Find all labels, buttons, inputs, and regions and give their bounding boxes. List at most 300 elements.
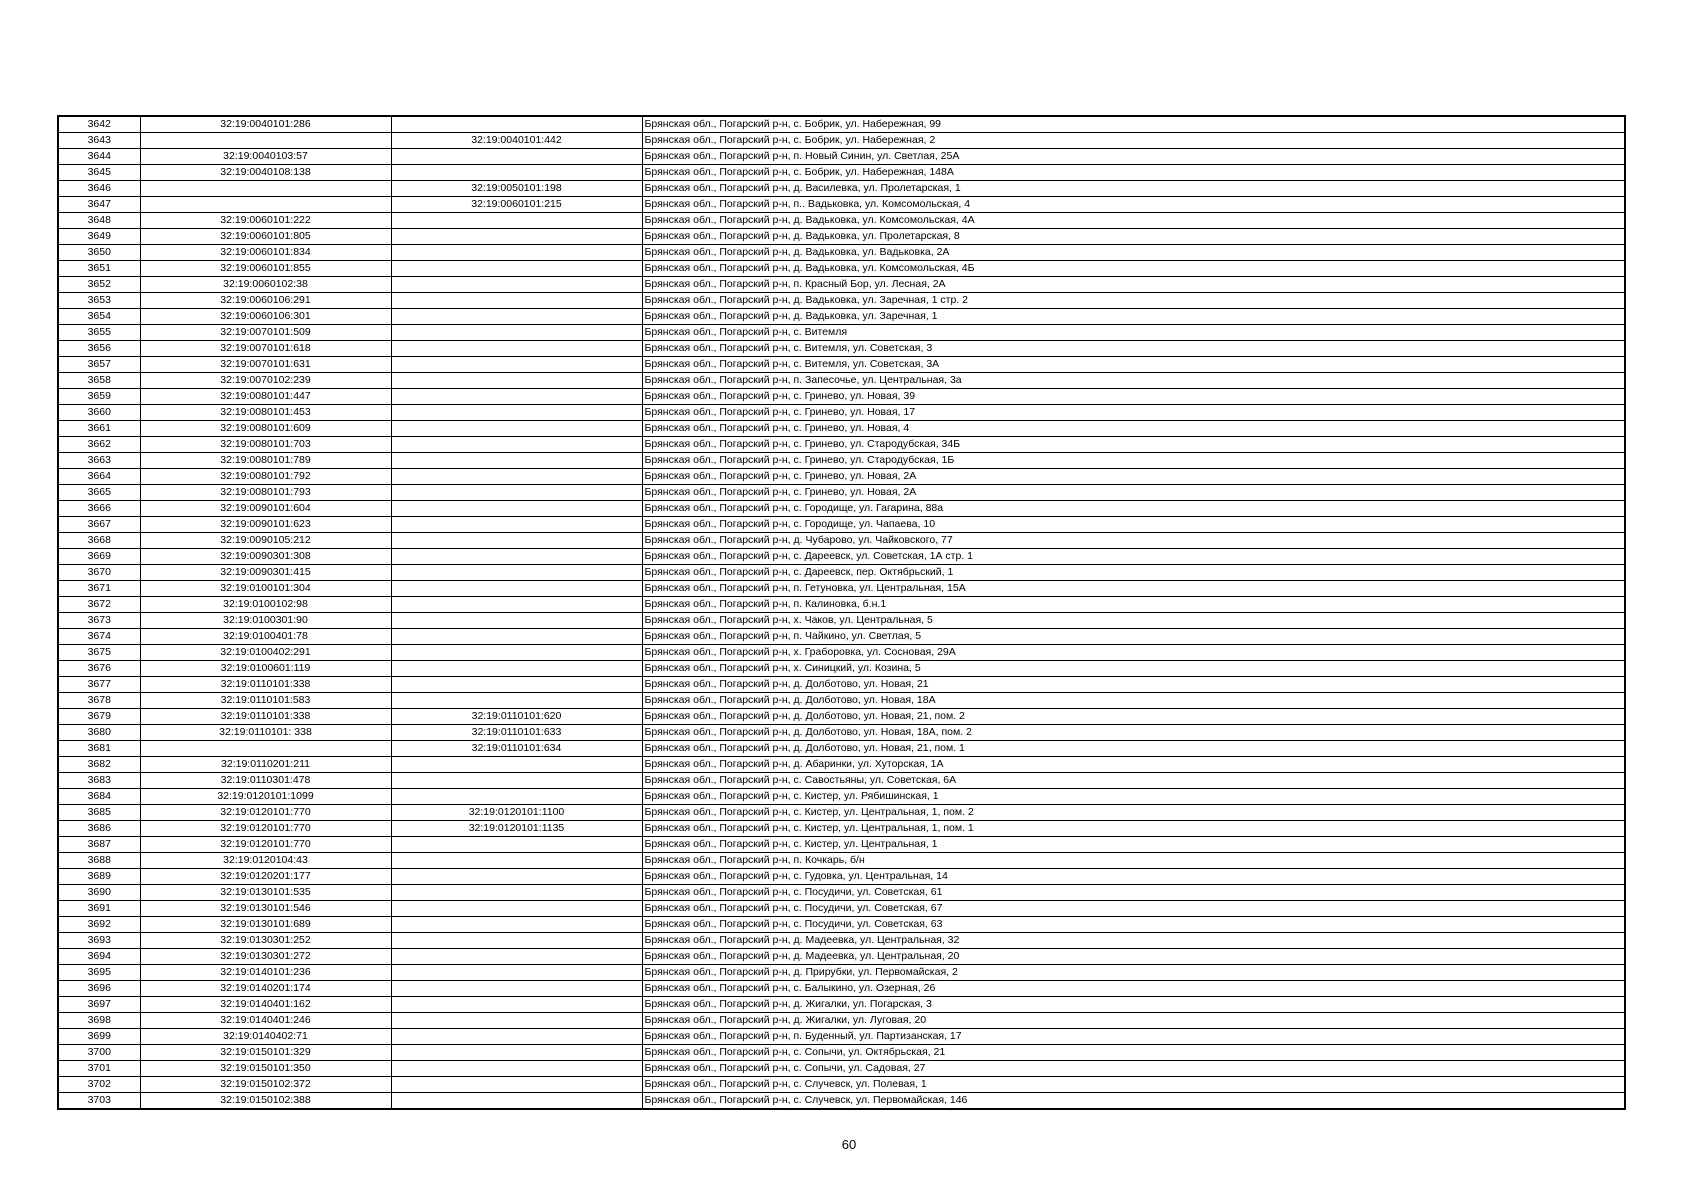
- table-row: [58, 597, 1625, 613]
- cadastral-number-2-cell: 32:19:0110101:634: [391, 741, 642, 757]
- table-row: [58, 197, 1625, 213]
- table-row: [58, 565, 1625, 581]
- table-row: [58, 661, 1625, 677]
- cadastral-number-cell: 32:19:0100101:304: [140, 581, 391, 597]
- cadastral-number-cell: 32:19:0090301:415: [140, 565, 391, 581]
- row-number-cell: 3653: [58, 293, 140, 309]
- cadastral-number-cell: 32:19:0130301:272: [140, 949, 391, 965]
- cadastral-number-cell: 32:19:0120201:177: [140, 869, 391, 885]
- cadastral-number-2-cell: [391, 245, 642, 261]
- cadastral-number-2-cell: [391, 1093, 642, 1110]
- table-row: [58, 517, 1625, 533]
- table-row: [58, 469, 1625, 485]
- cadastral-number-2-cell: [391, 981, 642, 997]
- cadastral-number-2-cell: [391, 773, 642, 789]
- cadastral-number-2-cell: [391, 293, 642, 309]
- cadastral-number-cell: 32:19:0060101:855: [140, 261, 391, 277]
- cadastral-number-2-cell: [391, 453, 642, 469]
- row-number-cell: 3661: [58, 421, 140, 437]
- cadastral-number-2-cell: 32:19:0110101:633: [391, 725, 642, 741]
- cadastral-number-cell: 32:19:0100401:78: [140, 629, 391, 645]
- row-number-cell: 3701: [58, 1061, 140, 1077]
- cadastral-number-2-cell: [391, 149, 642, 165]
- row-number-cell: 3680: [58, 725, 140, 741]
- row-number-cell: 3675: [58, 645, 140, 661]
- cadastral-number-cell: 32:19:0070101:618: [140, 341, 391, 357]
- row-number-cell: 3679: [58, 709, 140, 725]
- cadastral-number-cell: 32:19:0120101:1099: [140, 789, 391, 805]
- row-number-cell: 3666: [58, 501, 140, 517]
- address-cell: Брянская обл., Погарский р-н, п. Калиновка, б.н.1: [642, 597, 1625, 613]
- table-row: [58, 949, 1625, 965]
- address-cell: Брянская обл., Погарский р-н, с. Гринево, ул. Новая, 2А: [642, 485, 1625, 501]
- cadastral-number-cell: 32:19:0140201:174: [140, 981, 391, 997]
- table-row: [58, 213, 1625, 229]
- cadastral-number-2-cell: [391, 485, 642, 501]
- cadastral-number-cell: [140, 181, 391, 197]
- address-cell: Брянская обл., Погарский р-н, с. Гринево, ул. Новая, 2А: [642, 469, 1625, 485]
- table-row: [58, 1013, 1625, 1029]
- row-number-cell: 3683: [58, 773, 140, 789]
- address-cell: Брянская обл., Погарский р-н, п. Буденный, ул. Партизанская, 17: [642, 1029, 1625, 1045]
- cadastral-number-2-cell: [391, 389, 642, 405]
- row-number-cell: 3689: [58, 869, 140, 885]
- row-number-cell: 3686: [58, 821, 140, 837]
- table-row: [58, 149, 1625, 165]
- row-number-cell: 3647: [58, 197, 140, 213]
- address-cell: Брянская обл., Погарский р-н, х. Граборовка, ул. Сосновая, 29А: [642, 645, 1625, 661]
- cadastral-number-2-cell: 32:19:0060101:215: [391, 197, 642, 213]
- address-cell: Брянская обл., Погарский р-н, д. Долботово, ул. Новая, 18А: [642, 693, 1625, 709]
- address-cell: Брянская обл., Погарский р-н, с. Гринево, ул. Новая, 17: [642, 405, 1625, 421]
- row-number-cell: 3654: [58, 309, 140, 325]
- table-row: [58, 613, 1625, 629]
- address-cell: Брянская обл., Погарский р-н, с. Гринево, ул. Новая, 39: [642, 389, 1625, 405]
- cadastral-number-2-cell: [391, 421, 642, 437]
- cadastral-number-cell: 32:19:0140401:162: [140, 997, 391, 1013]
- cadastral-number-cell: 32:19:0130101:535: [140, 885, 391, 901]
- address-cell: Брянская обл., Погарский р-н, п. Красный Бор, ул. Лесная, 2А: [642, 277, 1625, 293]
- address-cell: Брянская обл., Погарский р-н, д. Прирубки, ул. Первомайская, 2: [642, 965, 1625, 981]
- cadastral-number-cell: 32:19:0040101:286: [140, 116, 391, 133]
- address-cell: Брянская обл., Погарский р-н, д. Вадьковка, ул. Вадьковка, 2А: [642, 245, 1625, 261]
- address-cell: Брянская обл., Погарский р-н, с. Витемля, ул. Советская, 3: [642, 341, 1625, 357]
- row-number-cell: 3684: [58, 789, 140, 805]
- row-number-cell: 3649: [58, 229, 140, 245]
- address-cell: Брянская обл., Погарский р-н, с. Городище, ул. Чапаева, 10: [642, 517, 1625, 533]
- row-number-cell: 3698: [58, 1013, 140, 1029]
- row-number-cell: 3693: [58, 933, 140, 949]
- address-cell: Брянская обл., Погарский р-н, с. Посудичи, ул. Советская, 61: [642, 885, 1625, 901]
- row-number-cell: 3697: [58, 997, 140, 1013]
- cadastral-number-cell: 32:19:0110101:583: [140, 693, 391, 709]
- table-row: [58, 437, 1625, 453]
- cadastral-number-cell: 32:19:0150102:372: [140, 1077, 391, 1093]
- table-row: [58, 165, 1625, 181]
- cadastral-number-2-cell: [391, 933, 642, 949]
- row-number-cell: 3662: [58, 437, 140, 453]
- cadastral-number-cell: 32:19:0080101:792: [140, 469, 391, 485]
- cadastral-number-cell: 32:19:0110101: 338: [140, 725, 391, 741]
- cadastral-number-cell: 32:19:0080101:447: [140, 389, 391, 405]
- cadastral-number-cell: 32:19:0040103:57: [140, 149, 391, 165]
- cadastral-number-cell: 32:19:0120101:770: [140, 805, 391, 821]
- cadastral-number-cell: 32:19:0130301:252: [140, 933, 391, 949]
- row-number-cell: 3681: [58, 741, 140, 757]
- cadastral-number-2-cell: [391, 517, 642, 533]
- table-row: [58, 965, 1625, 981]
- cadastral-number-cell: 32:19:0060102:38: [140, 277, 391, 293]
- cadastral-number-cell: 32:19:0130101:689: [140, 917, 391, 933]
- cadastral-number-2-cell: [391, 213, 642, 229]
- cadastral-number-cell: 32:19:0110101:338: [140, 677, 391, 693]
- row-number-cell: 3657: [58, 357, 140, 373]
- cadastral-number-2-cell: [391, 309, 642, 325]
- address-cell: Брянская обл., Погарский р-н, с. Случевск, ул. Полевая, 1: [642, 1077, 1625, 1093]
- row-number-cell: 3685: [58, 805, 140, 821]
- cadastral-number-2-cell: [391, 373, 642, 389]
- cadastral-number-2-cell: [391, 469, 642, 485]
- address-cell: Брянская обл., Погарский р-н, д. Абаринки, ул. Хуторская, 1А: [642, 757, 1625, 773]
- table-row: [58, 421, 1625, 437]
- table-row: [58, 389, 1625, 405]
- cadastral-number-cell: 32:19:0150101:329: [140, 1045, 391, 1061]
- cadastral-number-cell: 32:19:0060101:222: [140, 213, 391, 229]
- address-cell: Брянская обл., Погарский р-н, с. Дареевск, ул. Советская, 1А стр. 1: [642, 549, 1625, 565]
- cadastral-number-cell: 32:19:0090101:604: [140, 501, 391, 517]
- address-cell: Брянская обл., Погарский р-н, д. Вадьковка, ул. Комсомольская, 4А: [642, 213, 1625, 229]
- table-row: [58, 453, 1625, 469]
- cadastral-number-cell: [140, 741, 391, 757]
- row-number-cell: 3674: [58, 629, 140, 645]
- row-number-cell: 3690: [58, 885, 140, 901]
- table-row: [58, 757, 1625, 773]
- table-row: [58, 309, 1625, 325]
- cadastral-number-cell: [140, 133, 391, 149]
- cadastral-number-cell: 32:19:0100301:90: [140, 613, 391, 629]
- row-number-cell: 3669: [58, 549, 140, 565]
- row-number-cell: 3668: [58, 533, 140, 549]
- address-cell: Брянская обл., Погарский р-н, п.. Вадьковка, ул. Комсомольская, 4: [642, 197, 1625, 213]
- cadastral-number-cell: 32:19:0140101:236: [140, 965, 391, 981]
- cadastral-number-cell: 32:19:0060101:834: [140, 245, 391, 261]
- address-cell: Брянская обл., Погарский р-н, д. Вадьковка, ул. Заречная, 1 стр. 2: [642, 293, 1625, 309]
- cadastral-number-cell: 32:19:0080101:453: [140, 405, 391, 421]
- row-number-cell: 3673: [58, 613, 140, 629]
- cadastral-number-cell: 32:19:0070101:631: [140, 357, 391, 373]
- cadastral-number-cell: 32:19:0140402:71: [140, 1029, 391, 1045]
- address-cell: Брянская обл., Погарский р-н, с. Гринево, ул. Новая, 4: [642, 421, 1625, 437]
- address-cell: Брянская обл., Погарский р-н, с. Гринево, ул. Стародубская, 34Б: [642, 437, 1625, 453]
- table-row: [58, 341, 1625, 357]
- cadastral-number-2-cell: [391, 165, 642, 181]
- table-row: [58, 821, 1625, 837]
- cadastral-number-cell: 32:19:0150101:350: [140, 1061, 391, 1077]
- row-number-cell: 3658: [58, 373, 140, 389]
- cadastral-number-2-cell: [391, 597, 642, 613]
- table-row: [58, 933, 1625, 949]
- cadastral-number-cell: 32:19:0090301:308: [140, 549, 391, 565]
- row-number-cell: 3663: [58, 453, 140, 469]
- address-cell: Брянская обл., Погарский р-н, д. Вадьковка, ул. Заречная, 1: [642, 309, 1625, 325]
- address-cell: Брянская обл., Погарский р-н, х. Чаков, ул. Центральная, 5: [642, 613, 1625, 629]
- row-number-cell: 3702: [58, 1077, 140, 1093]
- cadastral-number-2-cell: [391, 885, 642, 901]
- cadastral-number-2-cell: [391, 869, 642, 885]
- address-cell: Брянская обл., Погарский р-н, д. Василевка, ул. Пролетарская, 1: [642, 181, 1625, 197]
- table-row: [58, 181, 1625, 197]
- cadastral-number-cell: 32:19:0120101:770: [140, 821, 391, 837]
- table-row: [58, 373, 1625, 389]
- address-cell: Брянская обл., Погарский р-н, п. Запесочье, ул. Центральная, 3а: [642, 373, 1625, 389]
- address-cell: Брянская обл., Погарский р-н, с. Посудичи, ул. Советская, 67: [642, 901, 1625, 917]
- cadastral-number-2-cell: [391, 917, 642, 933]
- cadastral-number-2-cell: 32:19:0050101:198: [391, 181, 642, 197]
- address-cell: Брянская обл., Погарский р-н, с. Дареевск, пер. Октябрьский, 1: [642, 565, 1625, 581]
- address-cell: Брянская обл., Погарский р-н, д. Жигалки, ул. Луговая, 20: [642, 1013, 1625, 1029]
- address-cell: Брянская обл., Погарский р-н, с. Бобрик, ул. Набережная, 2: [642, 133, 1625, 149]
- cadastral-number-2-cell: [391, 645, 642, 661]
- address-cell: Брянская обл., Погарский р-н, с. Бобрик, ул. Набережная, 99: [642, 116, 1625, 133]
- register-table: [57, 115, 1626, 1110]
- address-cell: Брянская обл., Погарский р-н, с. Городище, ул. Гагарина, 88а: [642, 501, 1625, 517]
- cadastral-number-cell: 32:19:0080101:789: [140, 453, 391, 469]
- address-cell: Брянская обл., Погарский р-н, х. Синицкий, ул. Козина, 5: [642, 661, 1625, 677]
- table-row: [58, 133, 1625, 149]
- address-cell: Брянская обл., Погарский р-н, д. Долботово, ул. Новая, 21: [642, 677, 1625, 693]
- cadastral-number-2-cell: [391, 357, 642, 373]
- row-number-cell: 3678: [58, 693, 140, 709]
- address-cell: Брянская обл., Погарский р-н, д. Долботово, ул. Новая, 18А, пом. 2: [642, 725, 1625, 741]
- cadastral-number-2-cell: [391, 1013, 642, 1029]
- row-number-cell: 3645: [58, 165, 140, 181]
- table-row: [58, 501, 1625, 517]
- address-cell: Брянская обл., Погарский р-н, с. Кистер, ул. Центральная, 1: [642, 837, 1625, 853]
- table-row: [58, 709, 1625, 725]
- row-number-cell: 3676: [58, 661, 140, 677]
- cadastral-number-2-cell: [391, 229, 642, 245]
- row-number-cell: 3646: [58, 181, 140, 197]
- row-number-cell: 3656: [58, 341, 140, 357]
- address-cell: Брянская обл., Погарский р-н, с. Кистер, ул. Центральная, 1, пом. 2: [642, 805, 1625, 821]
- table-row: [58, 997, 1625, 1013]
- table-row: [58, 293, 1625, 309]
- row-number-cell: 3667: [58, 517, 140, 533]
- cadastral-number-2-cell: [391, 837, 642, 853]
- cadastral-number-2-cell: [391, 437, 642, 453]
- cadastral-number-2-cell: [391, 661, 642, 677]
- register-table-body: [58, 116, 1625, 1109]
- cadastral-number-2-cell: [391, 677, 642, 693]
- cadastral-number-cell: 32:19:0090105:212: [140, 533, 391, 549]
- table-row: [58, 837, 1625, 853]
- table-row: [58, 645, 1625, 661]
- table-row: [58, 629, 1625, 645]
- table-row: [58, 789, 1625, 805]
- row-number-cell: 3700: [58, 1045, 140, 1061]
- cadastral-number-cell: 32:19:0110301:478: [140, 773, 391, 789]
- cadastral-number-2-cell: [391, 277, 642, 293]
- cadastral-number-cell: 32:19:0100402:291: [140, 645, 391, 661]
- cadastral-number-cell: 32:19:0110201:211: [140, 757, 391, 773]
- row-number-cell: 3677: [58, 677, 140, 693]
- address-cell: Брянская обл., Погарский р-н, д. Долботово, ул. Новая, 21, пом. 2: [642, 709, 1625, 725]
- address-cell: Брянская обл., Погарский р-н, д. Чубарово, ул. Чайковского, 77: [642, 533, 1625, 549]
- cadastral-number-cell: 32:19:0140401:246: [140, 1013, 391, 1029]
- cadastral-number-2-cell: [391, 965, 642, 981]
- table-row: [58, 725, 1625, 741]
- address-cell: Брянская обл., Погарский р-н, д. Мадеевка, ул. Центральная, 20: [642, 949, 1625, 965]
- address-cell: Брянская обл., Погарский р-н, п. Новый Синин, ул. Светлая, 25А: [642, 149, 1625, 165]
- page-number: 60: [841, 1137, 857, 1152]
- address-cell: Брянская обл., Погарский р-н, с. Витемля: [642, 325, 1625, 341]
- address-cell: Брянская обл., Погарский р-н, с. Бобрик, ул. Набережная, 148А: [642, 165, 1625, 181]
- table-row: [58, 405, 1625, 421]
- table-row: [58, 1093, 1625, 1110]
- row-number-cell: 3696: [58, 981, 140, 997]
- address-cell: Брянская обл., Погарский р-н, с. Савостьяны, ул. Советская, 6А: [642, 773, 1625, 789]
- cadastral-number-cell: 32:19:0120104:43: [140, 853, 391, 869]
- table-row: [58, 693, 1625, 709]
- address-cell: Брянская обл., Погарский р-н, д. Мадеевка, ул. Центральная, 32: [642, 933, 1625, 949]
- cadastral-number-cell: 32:19:0070101:509: [140, 325, 391, 341]
- row-number-cell: 3660: [58, 405, 140, 421]
- row-number-cell: 3670: [58, 565, 140, 581]
- table-row: [58, 533, 1625, 549]
- table-row: [58, 885, 1625, 901]
- address-cell: Брянская обл., Погарский р-н, с. Посудичи, ул. Советская, 63: [642, 917, 1625, 933]
- cadastral-number-cell: 32:19:0130101:546: [140, 901, 391, 917]
- address-cell: Брянская обл., Погарский р-н, д. Жигалки, ул. Погарская, 3: [642, 997, 1625, 1013]
- address-cell: Брянская обл., Погарский р-н, с. Кистер, ул. Рябишинская, 1: [642, 789, 1625, 805]
- table-row: [58, 1077, 1625, 1093]
- row-number-cell: 3664: [58, 469, 140, 485]
- cadastral-number-2-cell: [391, 757, 642, 773]
- row-number-cell: 3703: [58, 1093, 140, 1110]
- cadastral-number-2-cell: [391, 1061, 642, 1077]
- address-cell: Брянская обл., Погарский р-н, с. Гудовка, ул. Центральная, 14: [642, 869, 1625, 885]
- row-number-cell: 3642: [58, 116, 140, 133]
- row-number-cell: 3644: [58, 149, 140, 165]
- cadastral-number-2-cell: [391, 565, 642, 581]
- address-cell: Брянская обл., Погарский р-н, д. Вадьковка, ул. Пролетарская, 8: [642, 229, 1625, 245]
- address-cell: Брянская обл., Погарский р-н, с. Балыкино, ул. Озерная, 26: [642, 981, 1625, 997]
- cadastral-number-2-cell: [391, 1077, 642, 1093]
- row-number-cell: 3691: [58, 901, 140, 917]
- row-number-cell: 3671: [58, 581, 140, 597]
- cadastral-number-cell: 32:19:0040108:138: [140, 165, 391, 181]
- row-number-cell: 3643: [58, 133, 140, 149]
- cadastral-number-2-cell: 32:19:0120101:1135: [391, 821, 642, 837]
- address-cell: Брянская обл., Погарский р-н, с. Сопычи, ул. Октябрьская, 21: [642, 1045, 1625, 1061]
- address-cell: Брянская обл., Погарский р-н, с. Кистер, ул. Центральная, 1, пом. 1: [642, 821, 1625, 837]
- address-cell: Брянская обл., Погарский р-н, д. Вадьковка, ул. Комсомольская, 4Б: [642, 261, 1625, 277]
- address-cell: Брянская обл., Погарский р-н, п. Чайкино, ул. Светлая, 5: [642, 629, 1625, 645]
- cadastral-number-2-cell: [391, 549, 642, 565]
- row-number-cell: 3650: [58, 245, 140, 261]
- cadastral-number-cell: 32:19:0150102:388: [140, 1093, 391, 1110]
- table-row: [58, 1029, 1625, 1045]
- cadastral-number-2-cell: [391, 533, 642, 549]
- table-row: [58, 773, 1625, 789]
- address-cell: Брянская обл., Погарский р-н, с. Сопычи, ул. Садовая, 27: [642, 1061, 1625, 1077]
- cadastral-number-2-cell: [391, 629, 642, 645]
- address-cell: Брянская обл., Погарский р-н, д. Долботово, ул. Новая, 21, пом. 1: [642, 741, 1625, 757]
- address-cell: Брянская обл., Погарский р-н, п. Гетуновка, ул. Центральная, 15А: [642, 581, 1625, 597]
- cadastral-number-2-cell: [391, 853, 642, 869]
- row-number-cell: 3694: [58, 949, 140, 965]
- table-row: [58, 229, 1625, 245]
- table-row: [58, 261, 1625, 277]
- row-number-cell: 3682: [58, 757, 140, 773]
- table-row: [58, 245, 1625, 261]
- address-cell: Брянская обл., Погарский р-н, п. Кочкарь, б/н: [642, 853, 1625, 869]
- table-row: [58, 869, 1625, 885]
- cadastral-number-2-cell: [391, 581, 642, 597]
- row-number-cell: 3648: [58, 213, 140, 229]
- cadastral-number-cell: [140, 197, 391, 213]
- cadastral-number-2-cell: [391, 997, 642, 1013]
- cadastral-number-cell: 32:19:0090101:623: [140, 517, 391, 533]
- cadastral-number-2-cell: 32:19:0110101:620: [391, 709, 642, 725]
- cadastral-number-2-cell: [391, 261, 642, 277]
- cadastral-number-2-cell: 32:19:0040101:442: [391, 133, 642, 149]
- address-cell: Брянская обл., Погарский р-н, с. Витемля, ул. Советская, 3А: [642, 357, 1625, 373]
- cadastral-number-2-cell: 32:19:0120101:1100: [391, 805, 642, 821]
- table-row: [58, 325, 1625, 341]
- cadastral-number-cell: 32:19:0100601:119: [140, 661, 391, 677]
- cadastral-number-2-cell: [391, 405, 642, 421]
- row-number-cell: 3699: [58, 1029, 140, 1045]
- cadastral-number-cell: 32:19:0070102:239: [140, 373, 391, 389]
- table-row: [58, 741, 1625, 757]
- cadastral-number-cell: 32:19:0060101:805: [140, 229, 391, 245]
- cadastral-number-2-cell: [391, 501, 642, 517]
- address-cell: Брянская обл., Погарский р-н, с. Гринево, ул. Стародубская, 1Б: [642, 453, 1625, 469]
- cadastral-number-2-cell: [391, 325, 642, 341]
- row-number-cell: 3692: [58, 917, 140, 933]
- row-number-cell: 3651: [58, 261, 140, 277]
- cadastral-number-2-cell: [391, 341, 642, 357]
- table-row: [58, 116, 1625, 133]
- table-row: [58, 901, 1625, 917]
- table-row: [58, 485, 1625, 501]
- cadastral-number-2-cell: [391, 1045, 642, 1061]
- table-row: [58, 581, 1625, 597]
- row-number-cell: 3695: [58, 965, 140, 981]
- cadastral-number-cell: 32:19:0100102:98: [140, 597, 391, 613]
- cadastral-number-cell: 32:19:0110101:338: [140, 709, 391, 725]
- cadastral-number-2-cell: [391, 949, 642, 965]
- table-row: [58, 981, 1625, 997]
- table-row: [58, 549, 1625, 565]
- row-number-cell: 3687: [58, 837, 140, 853]
- cadastral-number-2-cell: [391, 613, 642, 629]
- table-row: [58, 805, 1625, 821]
- cadastral-number-2-cell: [391, 901, 642, 917]
- cadastral-number-cell: 32:19:0080101:793: [140, 485, 391, 501]
- table-row: [58, 1045, 1625, 1061]
- table-row: [58, 917, 1625, 933]
- cadastral-number-cell: 32:19:0060106:291: [140, 293, 391, 309]
- address-cell: Брянская обл., Погарский р-н, с. Случевск, ул. Первомайская, 146: [642, 1093, 1625, 1110]
- cadastral-number-2-cell: [391, 116, 642, 133]
- row-number-cell: 3665: [58, 485, 140, 501]
- cadastral-number-cell: 32:19:0080101:703: [140, 437, 391, 453]
- table-row: [58, 1061, 1625, 1077]
- cadastral-number-2-cell: [391, 789, 642, 805]
- cadastral-number-2-cell: [391, 1029, 642, 1045]
